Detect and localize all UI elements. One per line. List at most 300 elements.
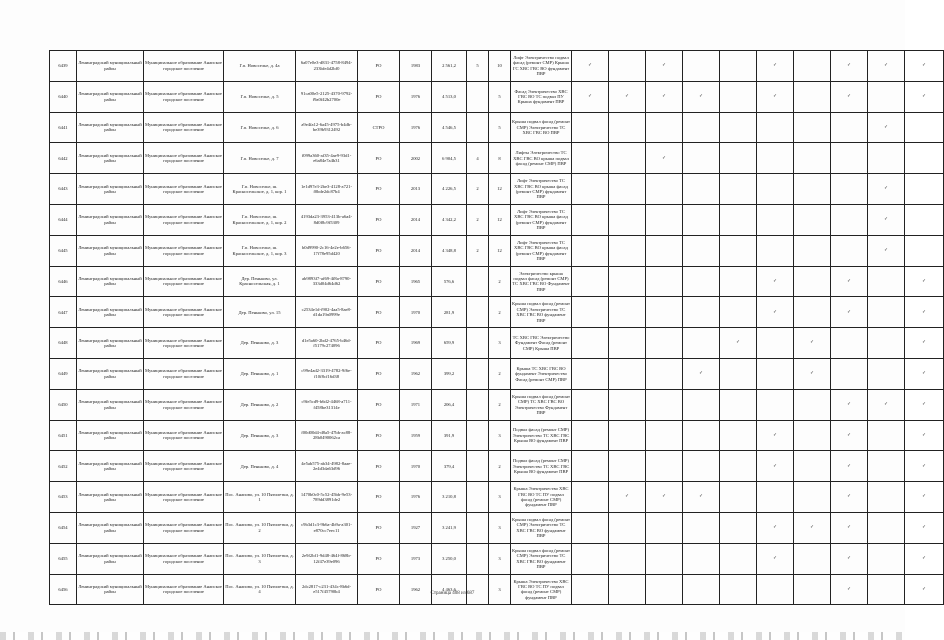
work-mark-cell: [905, 204, 944, 235]
work-mark-cell: [831, 81, 868, 112]
floors-cell: [467, 574, 489, 605]
work-mark-cell: [720, 235, 757, 266]
address-cell: Дер. Пеньково, д. 4: [224, 451, 296, 482]
work-mark-cell: [720, 266, 757, 297]
work-mark-cell: [683, 482, 720, 513]
work-mark-cell: [646, 235, 683, 266]
check-icon: ✓: [847, 93, 851, 99]
check-icon: ✓: [847, 555, 851, 561]
work-mark-cell: [794, 420, 831, 451]
work-mark-cell: [794, 143, 831, 174]
entrances-cell: 2: [489, 266, 511, 297]
municipality-cell: Муниципальное образование Анапское городское поселение: [144, 81, 224, 112]
floors-cell: [467, 451, 489, 482]
work-mark-cell: [868, 328, 905, 359]
work-mark-cell: [646, 543, 683, 574]
entrances-cell: 3: [489, 482, 511, 513]
work-mark-cell: [646, 358, 683, 389]
works-list-cell: Крыша ТС ХВС ГВС ВО фундамент Электричество Фасад (ремонт СМР) ПВР: [511, 358, 572, 389]
works-list-cell: Лифт Электричество подвал фасад (ремонт СМР) Крыша ГС ХВС ГВС ВО фундамент ПВР: [511, 51, 572, 82]
work-mark-cell: [572, 174, 609, 205]
works-list-cell: Крыша подвал фасад (ремонт СМР) Электричество ТС ХВС ГВС ВО фундамент ПВР: [511, 512, 572, 543]
row-number: 6444: [50, 204, 77, 235]
area-cell: 4 348,8: [432, 235, 467, 266]
work-mark-cell: [572, 420, 609, 451]
work-mark-cell: [831, 235, 868, 266]
area-cell: 4 546,5: [432, 112, 467, 143]
check-icon: ✓: [847, 586, 851, 592]
work-mark-cell: [572, 543, 609, 574]
municipality-cell: Муниципальное образование Анапское городское поселение: [144, 51, 224, 82]
work-mark-cell: [868, 81, 905, 112]
build-year-cell: 1976: [400, 482, 432, 513]
works-list-cell: Крыша подвал фасад (ремонт СМР) Электричество ТС ХВС ГВС ВО ПВР: [511, 112, 572, 143]
work-mark-cell: [646, 174, 683, 205]
check-icon: ✓: [847, 63, 851, 69]
work-mark-cell: [572, 81, 609, 112]
build-year-cell: 1959: [400, 420, 432, 451]
guid-cell: 2e9f2bf1-9d48-464f-868b-12f47e39e096: [296, 543, 358, 574]
work-mark-cell: [609, 328, 646, 359]
area-cell: 3 210,8: [432, 482, 467, 513]
work-mark-cell: [794, 574, 831, 605]
work-mark-cell: [720, 297, 757, 328]
work-mark-cell: [720, 512, 757, 543]
work-mark-cell: [757, 358, 794, 389]
row-number: 6456: [50, 574, 77, 605]
work-mark-cell: [720, 420, 757, 451]
check-icon: ✓: [625, 494, 629, 500]
entrances-cell: 5: [489, 81, 511, 112]
work-mark-cell: [794, 482, 831, 513]
district-cell: Ленинградский муниципальный район: [77, 574, 144, 605]
work-mark-cell: [683, 451, 720, 482]
work-mark-cell: [683, 174, 720, 205]
table-row: [50, 81, 944, 112]
work-mark-cell: [609, 297, 646, 328]
entrances-cell: 8: [489, 143, 511, 174]
check-icon: ✓: [736, 340, 740, 346]
works-list-cell: Крыша Электричество ХВС ГВС ВО ТС ПУ подвал фасад (ремонт СМР) фундамент ПВР: [511, 482, 572, 513]
work-mark-cell: [646, 482, 683, 513]
work-mark-cell: [757, 543, 794, 574]
work-mark-cell: [831, 143, 868, 174]
works-list-cell: Крыша подвал фасад (ремонт СМР) ТС ХВС ГВС ВО Электричество Фундамент ПВР: [511, 389, 572, 420]
work-mark-cell: [794, 51, 831, 82]
guid-cell: ab9893f7-af69-4f8a-8790-333d04d64d62: [296, 266, 358, 297]
works-list-cell: Фасад Электричество ХВС ГВС ВО ТС подвал ПУ Крыша фундамент ПВР: [511, 81, 572, 112]
work-mark-cell: [720, 574, 757, 605]
guid-cell: f00d00d4-d8a5-47bb-ac88-28b0490062ca: [296, 420, 358, 451]
work-mark-cell: [757, 235, 794, 266]
address-cell: Г.п. Новоселье, ш. Красносельское, д. 1, кор. 1: [224, 174, 296, 205]
entrances-cell: 12: [489, 204, 511, 235]
municipality-cell: Муниципальное образование Анапское городское поселение: [144, 266, 224, 297]
entrances-cell: 3: [489, 574, 511, 605]
build-year-cell: 1976: [400, 81, 432, 112]
row-number: 6447: [50, 297, 77, 328]
table-row: [50, 451, 944, 482]
work-mark-cell: [609, 543, 646, 574]
work-mark-cell: [646, 574, 683, 605]
district-cell: Ленинградский муниципальный район: [77, 81, 144, 112]
guid-cell: c2534e1d-f902-4aa5-8ae8-d1da19a0999e: [296, 297, 358, 328]
work-mark-cell: [905, 297, 944, 328]
check-icon: ✓: [922, 93, 926, 99]
work-mark-cell: [831, 543, 868, 574]
table-row: [50, 328, 944, 359]
work-mark-cell: [868, 512, 905, 543]
work-mark-cell: [720, 482, 757, 513]
work-mark-cell: [609, 358, 646, 389]
work-mark-cell: [609, 143, 646, 174]
municipality-cell: Муниципальное образование Анапское городское поселение: [144, 358, 224, 389]
area-cell: 399,2: [432, 358, 467, 389]
guid-cell: f099a360-af35-4ae9-93d1-e6a84e7a4b31: [296, 143, 358, 174]
work-mark-cell: [609, 451, 646, 482]
work-mark-cell: [572, 112, 609, 143]
floors-cell: 5: [467, 51, 489, 82]
check-icon: ✓: [922, 371, 926, 377]
work-mark-cell: [646, 112, 683, 143]
work-mark-cell: [831, 512, 868, 543]
work-mark-cell: [905, 81, 944, 112]
work-mark-cell: [683, 81, 720, 112]
scan-edge-artifact: [0, 632, 905, 640]
district-cell: Ленинградский муниципальный район: [77, 297, 144, 328]
works-list-cell: Лифт Электричество ТС ХВС ГВС ВО крыша фасад (ремонт СМР) фундамент ПВР: [511, 204, 572, 235]
work-mark-cell: [905, 389, 944, 420]
work-mark-cell: [868, 420, 905, 451]
guid-cell: a9e4fa12-6a45-4975-b4db-be39b9312492: [296, 112, 358, 143]
row-number: 6451: [50, 420, 77, 451]
row-number: 6439: [50, 51, 77, 82]
work-mark-cell: [831, 297, 868, 328]
entrances-cell: 3: [489, 512, 511, 543]
work-mark-cell: [905, 543, 944, 574]
wall-material-cell: РО: [358, 389, 400, 420]
check-icon: ✓: [922, 525, 926, 531]
check-icon: ✓: [662, 93, 666, 99]
work-mark-cell: [905, 143, 944, 174]
wall-material-cell: РО: [358, 358, 400, 389]
works-list-cell: Крыша Электричество ХВС ГВС ВО ТС ПУ подвал фасад (ремонт СМР) фундамент ПВР: [511, 574, 572, 605]
check-icon: ✓: [773, 93, 777, 99]
build-year-cell: 1970: [400, 297, 432, 328]
area-cell: 206,4: [432, 389, 467, 420]
work-mark-cell: [905, 420, 944, 451]
entrances-cell: 3: [489, 328, 511, 359]
work-mark-cell: [868, 451, 905, 482]
area-cell: 659,9: [432, 328, 467, 359]
work-mark-cell: [646, 204, 683, 235]
work-mark-cell: [868, 543, 905, 574]
row-number: 6449: [50, 358, 77, 389]
work-mark-cell: [646, 512, 683, 543]
works-list-cell: Крыша подвал фасад (ремонт СМР) Электричество ТС ХВС ГВС ВО фундамент ПВР: [511, 543, 572, 574]
area-cell: 4 226,5: [432, 174, 467, 205]
check-icon: ✓: [773, 309, 777, 315]
work-mark-cell: [646, 389, 683, 420]
check-icon: ✓: [662, 155, 666, 161]
work-mark-cell: [831, 51, 868, 82]
address-cell: Дер. Пеньково, ул. 15: [224, 297, 296, 328]
check-icon: ✓: [847, 401, 851, 407]
work-mark-cell: [720, 51, 757, 82]
entrances-cell: 2: [489, 451, 511, 482]
work-mark-cell: [720, 112, 757, 143]
floors-cell: [467, 482, 489, 513]
row-number: 6448: [50, 328, 77, 359]
work-mark-cell: [646, 328, 683, 359]
work-mark-cell: [794, 204, 831, 235]
work-mark-cell: [831, 574, 868, 605]
work-mark-cell: [683, 266, 720, 297]
wall-material-cell: РО: [358, 543, 400, 574]
area-cell: 4 342,2: [432, 204, 467, 235]
municipality-cell: Муниципальное образование Анапское городское поселение: [144, 235, 224, 266]
floors-cell: [467, 266, 489, 297]
wall-material-cell: РО: [358, 204, 400, 235]
work-mark-cell: [683, 420, 720, 451]
work-mark-cell: [646, 420, 683, 451]
check-icon: ✓: [625, 93, 629, 99]
work-mark-cell: [831, 451, 868, 482]
wall-material-cell: РО: [358, 174, 400, 205]
address-cell: Дер. Пеньково, ул. Красносельская, д. 1: [224, 266, 296, 297]
row-number: 6452: [50, 451, 77, 482]
work-mark-cell: [720, 389, 757, 420]
work-mark-cell: [720, 204, 757, 235]
check-icon: ✓: [773, 525, 777, 531]
check-icon: ✓: [922, 463, 926, 469]
work-mark-cell: [794, 389, 831, 420]
guid-cell: c99e4ad2-3319-4782-9f6e-f10f8cf16d38: [296, 358, 358, 389]
district-cell: Ленинградский муниципальный район: [77, 482, 144, 513]
work-mark-cell: [683, 574, 720, 605]
area-cell: 281,9: [432, 297, 467, 328]
work-mark-cell: [572, 574, 609, 605]
guid-cell: 4e5ab575-ab34-4982-8aae-2e4d3da63d96: [296, 451, 358, 482]
works-list-cell: Лифты Электричество ТС ХВС ГВС ВО крыша подвал фасад (ремонт СМР) ПВР: [511, 143, 572, 174]
work-mark-cell: [683, 204, 720, 235]
municipality-cell: Муниципальное образование Анапское городское поселение: [144, 328, 224, 359]
area-cell: 576,6: [432, 266, 467, 297]
work-mark-cell: [609, 235, 646, 266]
work-mark-cell: [609, 174, 646, 205]
guid-cell: c9b3d1c3-9b6a-4b9a-a301-e870cc7eec11: [296, 512, 358, 543]
work-mark-cell: [683, 543, 720, 574]
work-mark-cell: [794, 328, 831, 359]
guid-cell: c9fe5cd9-b6d2-4468-a711-f458be31314e: [296, 389, 358, 420]
work-mark-cell: [757, 143, 794, 174]
area-cell: 379,4: [432, 451, 467, 482]
check-icon: ✓: [922, 401, 926, 407]
work-mark-cell: [905, 482, 944, 513]
address-cell: Дер. Пеньково, д. 3: [224, 420, 296, 451]
area-cell: 3 250,0: [432, 543, 467, 574]
entrances-cell: 2: [489, 389, 511, 420]
work-mark-cell: [572, 204, 609, 235]
floors-cell: [467, 543, 489, 574]
work-mark-cell: [609, 51, 646, 82]
works-list-cell: Лифт Электричество ТС ХВС ГВС ВО крыша фасад (ремонт СМР) фундамент ПВР: [511, 174, 572, 205]
work-mark-cell: [868, 143, 905, 174]
entrances-cell: 10: [489, 51, 511, 82]
work-mark-cell: [868, 297, 905, 328]
floors-cell: 2: [467, 174, 489, 205]
wall-material-cell: РО: [358, 235, 400, 266]
build-year-cell: 1962: [400, 574, 432, 605]
wall-material-cell: СТРО: [358, 112, 400, 143]
work-mark-cell: [683, 389, 720, 420]
table-row: [50, 174, 944, 205]
guid-cell: 2dc2817-c231-434c-8b6d-e517f45790b4: [296, 574, 358, 605]
floors-cell: 2: [467, 235, 489, 266]
table-row: [50, 235, 944, 266]
check-icon: ✓: [922, 586, 926, 592]
work-mark-cell: [683, 51, 720, 82]
work-mark-cell: [572, 482, 609, 513]
work-mark-cell: [757, 297, 794, 328]
check-icon: ✓: [773, 463, 777, 469]
work-mark-cell: [831, 482, 868, 513]
work-mark-cell: [646, 266, 683, 297]
build-year-cell: 1962: [400, 358, 432, 389]
guid-cell: d1e5a60-2bd2-4765-b46d-f5179c274096: [296, 328, 358, 359]
municipality-cell: Муниципальное образование Анапское городское поселение: [144, 512, 224, 543]
wall-material-cell: РО: [358, 297, 400, 328]
district-cell: Ленинградский муниципальный район: [77, 235, 144, 266]
district-cell: Ленинградский муниципальный район: [77, 512, 144, 543]
work-mark-cell: [831, 204, 868, 235]
check-icon: ✓: [847, 525, 851, 531]
works-list-cell: Электричество крыша подвал фасад (ремонт СМР) ТС ХВС ГВС ВО Фундамент ПВР: [511, 266, 572, 297]
area-cell: 3 241,9: [432, 512, 467, 543]
check-icon: ✓: [884, 401, 888, 407]
work-mark-cell: [868, 574, 905, 605]
guid-cell: 4193da23-3953-413b-a6a4-8d0f8c9f5309: [296, 204, 358, 235]
work-mark-cell: [757, 81, 794, 112]
work-mark-cell: [831, 328, 868, 359]
table-row: [50, 512, 944, 543]
municipality-cell: Муниципальное образование Анапское городское поселение: [144, 574, 224, 605]
check-icon: ✓: [922, 340, 926, 346]
work-mark-cell: [683, 328, 720, 359]
work-mark-cell: [757, 482, 794, 513]
work-mark-cell: [868, 204, 905, 235]
work-mark-cell: [757, 112, 794, 143]
work-mark-cell: [905, 451, 944, 482]
table-row: [50, 143, 944, 174]
work-mark-cell: [868, 112, 905, 143]
work-mark-cell: [831, 266, 868, 297]
municipality-cell: Муниципальное образование Анапское городское поселение: [144, 543, 224, 574]
work-mark-cell: [572, 389, 609, 420]
work-mark-cell: [683, 512, 720, 543]
check-icon: ✓: [662, 494, 666, 500]
check-icon: ✓: [773, 432, 777, 438]
wall-material-cell: РО: [358, 328, 400, 359]
address-cell: Пос. Анапово, ул. 10 Пятилетки, д. 4: [224, 574, 296, 605]
check-icon: ✓: [922, 63, 926, 69]
area-cell: 2 561,2: [432, 51, 467, 82]
work-mark-cell: [646, 81, 683, 112]
check-icon: ✓: [588, 63, 592, 69]
table-row: [50, 420, 944, 451]
row-number: 6442: [50, 143, 77, 174]
address-cell: Г.п. Новоселье, д. 6: [224, 112, 296, 143]
housing-register-table: [49, 50, 944, 605]
work-mark-cell: [609, 512, 646, 543]
works-list-cell: ТС ХВС ГВС Электричество Фундамент Фасад (ремонт СМР) Крыша ПВР: [511, 328, 572, 359]
check-icon: ✓: [847, 432, 851, 438]
row-number: 6455: [50, 543, 77, 574]
district-cell: Ленинградский муниципальный район: [77, 543, 144, 574]
floors-cell: [467, 297, 489, 328]
wall-material-cell: РО: [358, 51, 400, 82]
work-mark-cell: [757, 51, 794, 82]
work-mark-cell: [757, 266, 794, 297]
table-row: [50, 51, 944, 82]
address-cell: Г.п. Новоселье, д. 7: [224, 143, 296, 174]
work-mark-cell: [905, 174, 944, 205]
table-row: [50, 358, 944, 389]
row-number: 6450: [50, 389, 77, 420]
floors-cell: [467, 420, 489, 451]
work-mark-cell: [868, 389, 905, 420]
check-icon: ✓: [662, 63, 666, 69]
page-footer: Страница 408 из 687: [430, 591, 475, 596]
check-icon: ✓: [810, 525, 814, 531]
address-cell: Пос. Анапово, ул. 10 Пятилетки, д. 1: [224, 482, 296, 513]
work-mark-cell: [572, 297, 609, 328]
work-mark-cell: [646, 143, 683, 174]
work-mark-cell: [609, 420, 646, 451]
municipality-cell: Муниципальное образование Анапское городское поселение: [144, 143, 224, 174]
address-cell: Г.п. Новоселье, д. 4а: [224, 51, 296, 82]
area-cell: 391,9: [432, 420, 467, 451]
work-mark-cell: [609, 112, 646, 143]
work-mark-cell: [794, 512, 831, 543]
work-mark-cell: [683, 112, 720, 143]
table-row: [50, 543, 944, 574]
works-list-cell: Подвал фасад (ремонт СМР) Электричество ТС ХВС ГВС Крыша ВО фундамент ПВР: [511, 451, 572, 482]
work-mark-cell: [757, 389, 794, 420]
work-mark-cell: [572, 328, 609, 359]
work-mark-cell: [905, 512, 944, 543]
entrances-cell: 5: [489, 112, 511, 143]
work-mark-cell: [720, 543, 757, 574]
work-mark-cell: [683, 358, 720, 389]
work-mark-cell: [720, 328, 757, 359]
works-list-cell: Лифт Электричество ТС ХВС ГВС ВО крыша фасад (ремонт СМР) фундамент ПВР: [511, 235, 572, 266]
work-mark-cell: [831, 112, 868, 143]
guid-cell: 91ca00e5-2125-4370-9792-f9a0f42b2700e: [296, 81, 358, 112]
municipality-cell: Муниципальное образование Анапское городское поселение: [144, 204, 224, 235]
work-mark-cell: [683, 297, 720, 328]
address-cell: Г.п. Новоселье, д. 5: [224, 81, 296, 112]
wall-material-cell: РО: [358, 451, 400, 482]
build-year-cell: 1969: [400, 328, 432, 359]
guid-cell: b0d9990-2c16-4e2e-b656-17f78e95d420: [296, 235, 358, 266]
wall-material-cell: РО: [358, 420, 400, 451]
check-icon: ✓: [884, 124, 888, 130]
work-mark-cell: [572, 51, 609, 82]
build-year-cell: 1965: [400, 266, 432, 297]
floors-cell: 4: [467, 143, 489, 174]
work-mark-cell: [720, 174, 757, 205]
